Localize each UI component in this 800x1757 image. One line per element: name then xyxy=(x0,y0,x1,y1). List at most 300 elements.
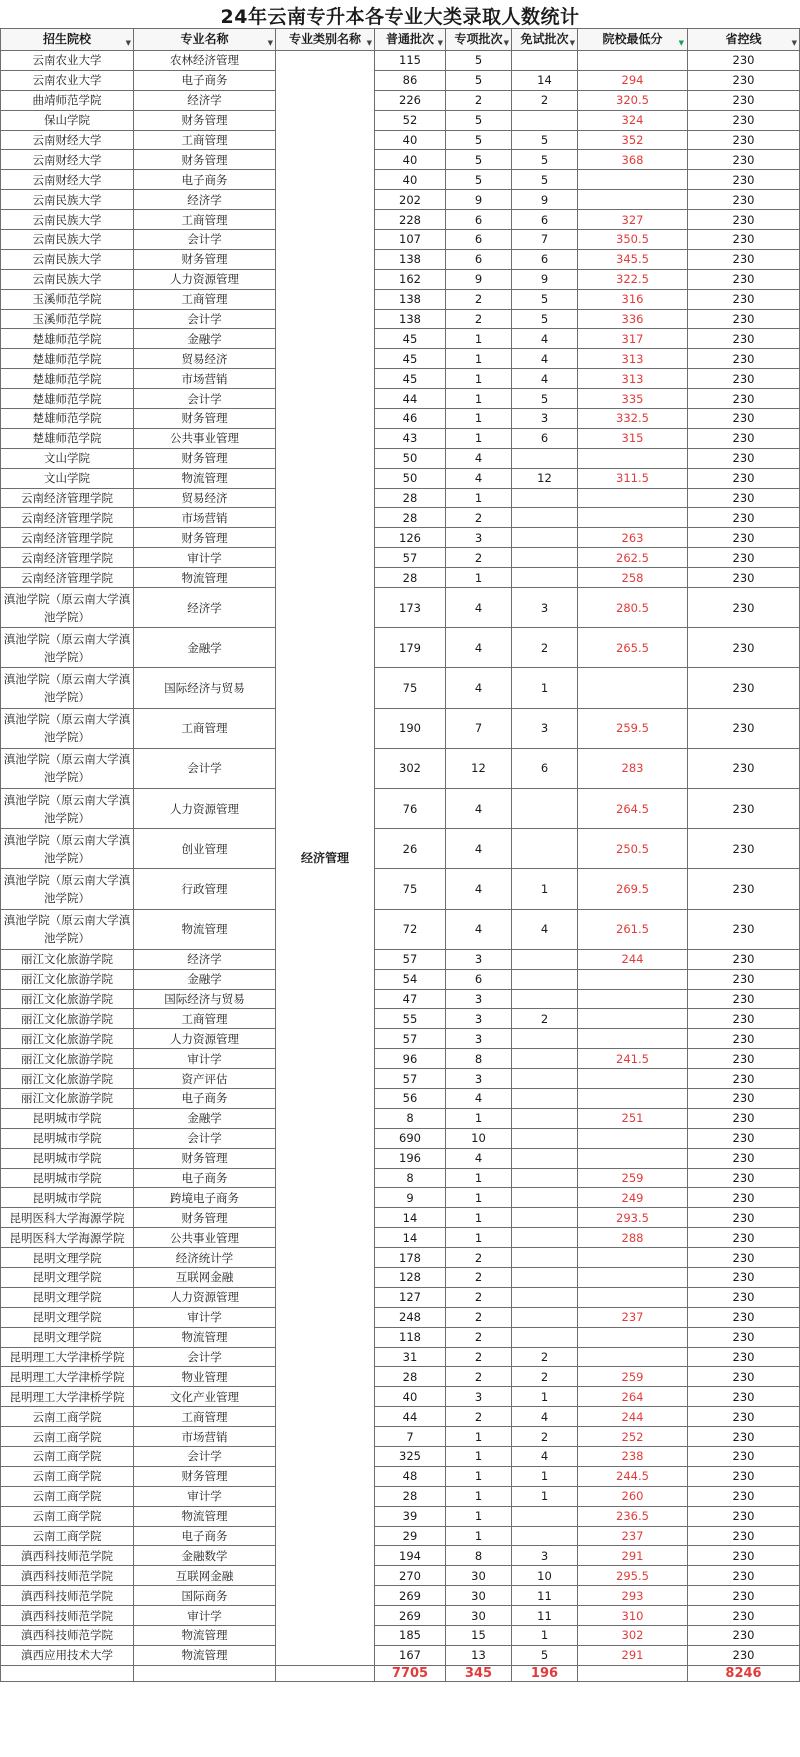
cell-min-score[interactable]: 294 xyxy=(578,70,688,90)
cell-control[interactable]: 230 xyxy=(688,909,800,949)
cell-exempt[interactable]: 1 xyxy=(512,1626,578,1646)
cell-school[interactable]: 昆明城市学院 xyxy=(1,1188,134,1208)
cell-school[interactable]: 昆明医科大学海源学院 xyxy=(1,1208,134,1228)
cell-min-score[interactable]: 352 xyxy=(578,130,688,150)
cell-regular[interactable]: 173 xyxy=(375,588,446,628)
sort-indicator-icon[interactable]: ▼ xyxy=(678,39,684,47)
cell-special[interactable]: 8 xyxy=(446,1546,512,1566)
cell-special[interactable]: 5 xyxy=(446,130,512,150)
cell-min-score[interactable]: 250.5 xyxy=(578,829,688,869)
cell-special[interactable]: 5 xyxy=(446,110,512,130)
cell-special[interactable]: 1 xyxy=(446,1486,512,1506)
cell-control[interactable]: 230 xyxy=(688,548,800,568)
cell-exempt[interactable] xyxy=(512,488,578,508)
cell-special[interactable]: 6 xyxy=(446,249,512,269)
cell-major[interactable]: 人力资源管理 xyxy=(134,269,276,289)
cell-major[interactable]: 审计学 xyxy=(134,1606,276,1626)
cell-exempt[interactable] xyxy=(512,969,578,989)
cell-school[interactable]: 云南经济管理学院 xyxy=(1,568,134,588)
cell-major[interactable]: 国际经济与贸易 xyxy=(134,668,276,708)
cell-control[interactable]: 230 xyxy=(688,949,800,969)
cell-special[interactable]: 2 xyxy=(446,1267,512,1287)
cell-major[interactable]: 跨境电子商务 xyxy=(134,1188,276,1208)
cell-exempt[interactable] xyxy=(512,1208,578,1228)
cell-school[interactable]: 滇西科技师范学院 xyxy=(1,1546,134,1566)
cell-regular[interactable]: 138 xyxy=(375,309,446,329)
cell-exempt[interactable]: 6 xyxy=(512,249,578,269)
cell-school[interactable]: 云南财经大学 xyxy=(1,170,134,190)
cell-major[interactable]: 电子商务 xyxy=(134,70,276,90)
cell-control[interactable]: 230 xyxy=(688,1486,800,1506)
cell-min-score[interactable] xyxy=(578,989,688,1009)
cell-regular[interactable]: 45 xyxy=(375,349,446,369)
cell-major[interactable]: 金融学 xyxy=(134,628,276,668)
cell-regular[interactable]: 194 xyxy=(375,1546,446,1566)
cell-control[interactable]: 230 xyxy=(688,829,800,869)
cell-regular[interactable]: 14 xyxy=(375,1208,446,1228)
cell-exempt[interactable]: 12 xyxy=(512,468,578,488)
cell-special[interactable]: 1 xyxy=(446,1228,512,1248)
cell-control[interactable]: 230 xyxy=(688,468,800,488)
cell-school[interactable]: 滇池学院（原云南大学滇池学院） xyxy=(1,748,134,788)
cell-special[interactable]: 4 xyxy=(446,909,512,949)
cell-school[interactable]: 楚雄师范学院 xyxy=(1,409,134,429)
cell-min-score[interactable] xyxy=(578,1287,688,1307)
cell-regular[interactable]: 57 xyxy=(375,949,446,969)
cell-control[interactable]: 230 xyxy=(688,668,800,708)
total-control[interactable]: 8246 xyxy=(688,1665,800,1681)
cell-regular[interactable]: 226 xyxy=(375,90,446,110)
cell-exempt[interactable]: 2 xyxy=(512,628,578,668)
cell-control[interactable]: 230 xyxy=(688,869,800,909)
cell-control[interactable]: 230 xyxy=(688,1009,800,1029)
cell-major[interactable]: 工商管理 xyxy=(134,210,276,230)
cell-special[interactable]: 1 xyxy=(446,349,512,369)
cell-regular[interactable]: 40 xyxy=(375,150,446,170)
cell-major[interactable]: 审计学 xyxy=(134,1049,276,1069)
cell-school[interactable]: 滇池学院（原云南大学滇池学院） xyxy=(1,869,134,909)
cell-regular[interactable]: 302 xyxy=(375,748,446,788)
cell-control[interactable]: 230 xyxy=(688,1367,800,1387)
cell-control[interactable]: 230 xyxy=(688,1049,800,1069)
cell-exempt[interactable]: 3 xyxy=(512,409,578,429)
cell-control[interactable]: 230 xyxy=(688,1447,800,1467)
cell-special[interactable]: 15 xyxy=(446,1626,512,1646)
cell-special[interactable]: 30 xyxy=(446,1606,512,1626)
cell-min-score[interactable]: 335 xyxy=(578,389,688,409)
cell-control[interactable]: 230 xyxy=(688,1307,800,1327)
cell-regular[interactable]: 29 xyxy=(375,1526,446,1546)
cell-special[interactable]: 4 xyxy=(446,829,512,869)
cell-exempt[interactable] xyxy=(512,51,578,71)
header-special[interactable]: 专项批次 ▼ xyxy=(446,29,512,51)
cell-control[interactable]: 230 xyxy=(688,309,800,329)
filter-dropdown-icon[interactable]: ▼ xyxy=(791,39,797,47)
cell-major[interactable]: 工商管理 xyxy=(134,289,276,309)
header-regular[interactable]: 普通批次 ▼ xyxy=(375,29,446,51)
total-special[interactable]: 345 xyxy=(446,1665,512,1681)
cell-min-score[interactable] xyxy=(578,1088,688,1108)
cell-major[interactable]: 市场营销 xyxy=(134,1427,276,1447)
header-category[interactable]: 专业类别名称 ▼ xyxy=(276,29,375,51)
cell-min-score[interactable]: 317 xyxy=(578,329,688,349)
cell-exempt[interactable] xyxy=(512,568,578,588)
cell-special[interactable]: 1 xyxy=(446,1506,512,1526)
cell-control[interactable]: 230 xyxy=(688,269,800,289)
cell-control[interactable]: 230 xyxy=(688,170,800,190)
cell-min-score[interactable]: 265.5 xyxy=(578,628,688,668)
cell-school[interactable]: 滇池学院（原云南大学滇池学院） xyxy=(1,829,134,869)
cell-min-score[interactable]: 302 xyxy=(578,1626,688,1646)
cell-control[interactable]: 230 xyxy=(688,1168,800,1188)
cell-school[interactable]: 云南民族大学 xyxy=(1,230,134,250)
cell-special[interactable]: 8 xyxy=(446,1049,512,1069)
cell-exempt[interactable]: 2 xyxy=(512,1009,578,1029)
cell-control[interactable]: 230 xyxy=(688,329,800,349)
cell-school[interactable]: 楚雄师范学院 xyxy=(1,389,134,409)
cell-control[interactable]: 230 xyxy=(688,1387,800,1407)
cell-min-score[interactable] xyxy=(578,1029,688,1049)
cell-regular[interactable]: 7 xyxy=(375,1427,446,1447)
cell-regular[interactable]: 75 xyxy=(375,668,446,708)
cell-major[interactable]: 财务管理 xyxy=(134,1148,276,1168)
cell-regular[interactable]: 86 xyxy=(375,70,446,90)
cell-school[interactable]: 滇池学院（原云南大学滇池学院） xyxy=(1,588,134,628)
cell-special[interactable]: 3 xyxy=(446,1009,512,1029)
cell-regular[interactable]: 26 xyxy=(375,829,446,869)
cell-min-score[interactable] xyxy=(578,51,688,71)
cell-min-score[interactable]: 336 xyxy=(578,309,688,329)
cell-control[interactable]: 230 xyxy=(688,210,800,230)
cell-exempt[interactable]: 4 xyxy=(512,909,578,949)
cell-regular[interactable]: 52 xyxy=(375,110,446,130)
cell-control[interactable]: 230 xyxy=(688,1029,800,1049)
cell-major[interactable]: 物流管理 xyxy=(134,1327,276,1347)
cell-exempt[interactable]: 1 xyxy=(512,869,578,909)
cell-exempt[interactable]: 2 xyxy=(512,1427,578,1447)
cell-special[interactable]: 1 xyxy=(446,1208,512,1228)
cell-min-score[interactable] xyxy=(578,448,688,468)
cell-min-score[interactable]: 291 xyxy=(578,1645,688,1665)
cell-school[interactable]: 云南工商学院 xyxy=(1,1427,134,1447)
header-exempt[interactable]: 免试批次 ▼ xyxy=(512,29,578,51)
cell-special[interactable]: 1 xyxy=(446,369,512,389)
cell-control[interactable]: 230 xyxy=(688,1327,800,1347)
cell-control[interactable]: 230 xyxy=(688,1228,800,1248)
cell-exempt[interactable]: 7 xyxy=(512,230,578,250)
cell-major[interactable]: 会计学 xyxy=(134,389,276,409)
header-school[interactable]: 招生院校 ▼ xyxy=(1,29,134,51)
cell-major[interactable]: 经济统计学 xyxy=(134,1248,276,1268)
cell-exempt[interactable] xyxy=(512,829,578,869)
cell-school[interactable]: 云南工商学院 xyxy=(1,1506,134,1526)
cell-min-score[interactable]: 324 xyxy=(578,110,688,130)
cell-major[interactable]: 审计学 xyxy=(134,1486,276,1506)
cell-major[interactable]: 物流管理 xyxy=(134,1626,276,1646)
filter-dropdown-icon[interactable]: ▼ xyxy=(437,39,443,47)
cell-min-score[interactable] xyxy=(578,170,688,190)
cell-school[interactable]: 滇池学院（原云南大学滇池学院） xyxy=(1,628,134,668)
cell-major[interactable]: 财务管理 xyxy=(134,150,276,170)
total-cell-empty[interactable] xyxy=(1,1665,134,1681)
cell-major[interactable]: 会计学 xyxy=(134,309,276,329)
cell-special[interactable]: 6 xyxy=(446,230,512,250)
cell-major[interactable]: 物业管理 xyxy=(134,1367,276,1387)
cell-exempt[interactable] xyxy=(512,1188,578,1208)
cell-school[interactable]: 昆明文理学院 xyxy=(1,1327,134,1347)
cell-regular[interactable]: 40 xyxy=(375,1387,446,1407)
cell-regular[interactable]: 162 xyxy=(375,269,446,289)
cell-min-score[interactable] xyxy=(578,1009,688,1029)
cell-control[interactable]: 230 xyxy=(688,788,800,828)
cell-school[interactable]: 昆明理工大学津桥学院 xyxy=(1,1347,134,1367)
cell-major[interactable]: 物流管理 xyxy=(134,468,276,488)
cell-control[interactable]: 230 xyxy=(688,969,800,989)
cell-special[interactable]: 2 xyxy=(446,1367,512,1387)
cell-school[interactable]: 昆明文理学院 xyxy=(1,1287,134,1307)
cell-exempt[interactable]: 4 xyxy=(512,1447,578,1467)
cell-min-score[interactable]: 291 xyxy=(578,1546,688,1566)
cell-school[interactable]: 云南经济管理学院 xyxy=(1,508,134,528)
filter-dropdown-icon[interactable]: ▼ xyxy=(569,39,575,47)
cell-school[interactable]: 云南工商学院 xyxy=(1,1526,134,1546)
cell-school[interactable]: 云南工商学院 xyxy=(1,1407,134,1427)
cell-control[interactable]: 230 xyxy=(688,1466,800,1486)
cell-regular[interactable]: 28 xyxy=(375,568,446,588)
cell-regular[interactable]: 28 xyxy=(375,1367,446,1387)
cell-major[interactable]: 财务管理 xyxy=(134,110,276,130)
cell-major[interactable]: 审计学 xyxy=(134,1307,276,1327)
cell-min-score[interactable]: 332.5 xyxy=(578,409,688,429)
cell-exempt[interactable]: 3 xyxy=(512,708,578,748)
cell-control[interactable]: 230 xyxy=(688,1626,800,1646)
cell-school[interactable]: 滇西科技师范学院 xyxy=(1,1566,134,1586)
cell-school[interactable]: 云南民族大学 xyxy=(1,269,134,289)
cell-min-score[interactable]: 293.5 xyxy=(578,1208,688,1228)
cell-regular[interactable]: 179 xyxy=(375,628,446,668)
cell-regular[interactable]: 14 xyxy=(375,1228,446,1248)
cell-special[interactable]: 1 xyxy=(446,1188,512,1208)
cell-special[interactable]: 1 xyxy=(446,1447,512,1467)
cell-control[interactable]: 230 xyxy=(688,190,800,210)
cell-regular[interactable]: 57 xyxy=(375,1069,446,1089)
header-control[interactable]: 省控线 ▼ xyxy=(688,29,800,51)
cell-special[interactable]: 1 xyxy=(446,1466,512,1486)
cell-min-score[interactable]: 327 xyxy=(578,210,688,230)
cell-special[interactable]: 1 xyxy=(446,568,512,588)
cell-exempt[interactable]: 3 xyxy=(512,588,578,628)
cell-min-score[interactable] xyxy=(578,488,688,508)
cell-major[interactable]: 会计学 xyxy=(134,1128,276,1148)
cell-regular[interactable]: 107 xyxy=(375,230,446,250)
cell-regular[interactable]: 50 xyxy=(375,448,446,468)
cell-special[interactable]: 2 xyxy=(446,1287,512,1307)
cell-special[interactable]: 2 xyxy=(446,1248,512,1268)
cell-regular[interactable]: 57 xyxy=(375,1029,446,1049)
cell-school[interactable]: 滇池学院（原云南大学滇池学院） xyxy=(1,788,134,828)
cell-regular[interactable]: 55 xyxy=(375,1009,446,1029)
cell-special[interactable]: 6 xyxy=(446,969,512,989)
cell-special[interactable]: 1 xyxy=(446,488,512,508)
cell-exempt[interactable] xyxy=(512,1148,578,1168)
cell-school[interactable]: 云南工商学院 xyxy=(1,1447,134,1467)
cell-major[interactable]: 会计学 xyxy=(134,230,276,250)
cell-control[interactable]: 230 xyxy=(688,349,800,369)
cell-regular[interactable]: 31 xyxy=(375,1347,446,1367)
cell-school[interactable]: 云南财经大学 xyxy=(1,150,134,170)
cell-min-score[interactable]: 311.5 xyxy=(578,468,688,488)
cell-special[interactable]: 4 xyxy=(446,628,512,668)
cell-control[interactable]: 230 xyxy=(688,409,800,429)
cell-school[interactable]: 云南民族大学 xyxy=(1,249,134,269)
cell-school[interactable]: 楚雄师范学院 xyxy=(1,369,134,389)
cell-control[interactable]: 230 xyxy=(688,1566,800,1586)
cell-school[interactable]: 滇西应用技术大学 xyxy=(1,1645,134,1665)
cell-school[interactable]: 滇西科技师范学院 xyxy=(1,1606,134,1626)
cell-school[interactable]: 楚雄师范学院 xyxy=(1,329,134,349)
cell-min-score[interactable]: 316 xyxy=(578,289,688,309)
cell-exempt[interactable] xyxy=(512,1327,578,1347)
cell-control[interactable]: 230 xyxy=(688,150,800,170)
cell-special[interactable]: 2 xyxy=(446,1327,512,1347)
cell-min-score[interactable] xyxy=(578,1069,688,1089)
cell-special[interactable]: 1 xyxy=(446,1108,512,1128)
cell-major[interactable]: 国际商务 xyxy=(134,1586,276,1606)
cell-min-score[interactable]: 269.5 xyxy=(578,869,688,909)
cell-control[interactable]: 230 xyxy=(688,1506,800,1526)
cell-exempt[interactable]: 5 xyxy=(512,130,578,150)
cell-regular[interactable]: 28 xyxy=(375,1486,446,1506)
cell-regular[interactable]: 128 xyxy=(375,1267,446,1287)
cell-control[interactable]: 230 xyxy=(688,289,800,309)
cell-special[interactable]: 13 xyxy=(446,1645,512,1665)
cell-min-score[interactable]: 313 xyxy=(578,349,688,369)
total-exempt[interactable]: 196 xyxy=(512,1665,578,1681)
cell-exempt[interactable] xyxy=(512,949,578,969)
cell-exempt[interactable] xyxy=(512,1049,578,1069)
cell-school[interactable]: 丽江文化旅游学院 xyxy=(1,989,134,1009)
cell-major[interactable]: 物流管理 xyxy=(134,568,276,588)
cell-major[interactable]: 会计学 xyxy=(134,1447,276,1467)
cell-special[interactable]: 1 xyxy=(446,1526,512,1546)
cell-school[interactable]: 玉溪师范学院 xyxy=(1,309,134,329)
cell-exempt[interactable] xyxy=(512,1506,578,1526)
cell-regular[interactable]: 228 xyxy=(375,210,446,230)
cell-regular[interactable]: 167 xyxy=(375,1645,446,1665)
cell-major[interactable]: 金融数学 xyxy=(134,1546,276,1566)
cell-exempt[interactable]: 2 xyxy=(512,1347,578,1367)
cell-control[interactable]: 230 xyxy=(688,748,800,788)
cell-min-score[interactable]: 259 xyxy=(578,1168,688,1188)
cell-major[interactable]: 会计学 xyxy=(134,748,276,788)
cell-regular[interactable]: 248 xyxy=(375,1307,446,1327)
cell-major[interactable]: 农林经济管理 xyxy=(134,51,276,71)
cell-min-score[interactable]: 368 xyxy=(578,150,688,170)
cell-control[interactable]: 230 xyxy=(688,1208,800,1228)
cell-min-score[interactable]: 244.5 xyxy=(578,1466,688,1486)
total-cell-empty[interactable] xyxy=(578,1665,688,1681)
cell-min-score[interactable]: 283 xyxy=(578,748,688,788)
cell-special[interactable]: 3 xyxy=(446,1069,512,1089)
cell-major[interactable]: 物流管理 xyxy=(134,909,276,949)
cell-min-score[interactable]: 252 xyxy=(578,1427,688,1447)
cell-exempt[interactable]: 10 xyxy=(512,1566,578,1586)
cell-exempt[interactable] xyxy=(512,1128,578,1148)
cell-special[interactable]: 4 xyxy=(446,668,512,708)
cell-exempt[interactable]: 4 xyxy=(512,329,578,349)
cell-school[interactable]: 云南农业大学 xyxy=(1,70,134,90)
cell-exempt[interactable] xyxy=(512,1526,578,1546)
cell-min-score[interactable]: 241.5 xyxy=(578,1049,688,1069)
cell-control[interactable]: 230 xyxy=(688,51,800,71)
cell-exempt[interactable] xyxy=(512,448,578,468)
cell-control[interactable]: 230 xyxy=(688,588,800,628)
cell-min-score[interactable]: 280.5 xyxy=(578,588,688,628)
cell-exempt[interactable] xyxy=(512,788,578,828)
cell-special[interactable]: 10 xyxy=(446,1128,512,1148)
cell-control[interactable]: 230 xyxy=(688,1148,800,1168)
cell-school[interactable]: 云南经济管理学院 xyxy=(1,488,134,508)
cell-control[interactable]: 230 xyxy=(688,1347,800,1367)
cell-special[interactable]: 2 xyxy=(446,1347,512,1367)
cell-exempt[interactable]: 2 xyxy=(512,1367,578,1387)
cell-major[interactable]: 互联网金融 xyxy=(134,1267,276,1287)
cell-exempt[interactable]: 6 xyxy=(512,210,578,230)
cell-exempt[interactable]: 5 xyxy=(512,389,578,409)
cell-min-score[interactable]: 260 xyxy=(578,1486,688,1506)
cell-special[interactable]: 30 xyxy=(446,1586,512,1606)
cell-exempt[interactable]: 11 xyxy=(512,1606,578,1626)
cell-special[interactable]: 9 xyxy=(446,269,512,289)
cell-exempt[interactable] xyxy=(512,110,578,130)
cell-control[interactable]: 230 xyxy=(688,1267,800,1287)
cell-major[interactable]: 财务管理 xyxy=(134,409,276,429)
total-cell-empty[interactable] xyxy=(134,1665,276,1681)
cell-control[interactable]: 230 xyxy=(688,1526,800,1546)
cell-regular[interactable]: 118 xyxy=(375,1327,446,1347)
cell-school[interactable]: 云南农业大学 xyxy=(1,51,134,71)
cell-school[interactable]: 云南民族大学 xyxy=(1,190,134,210)
cell-school[interactable]: 云南经济管理学院 xyxy=(1,548,134,568)
cell-major[interactable]: 工商管理 xyxy=(134,1009,276,1029)
cell-regular[interactable]: 72 xyxy=(375,909,446,949)
cell-min-score[interactable]: 236.5 xyxy=(578,1506,688,1526)
cell-special[interactable]: 4 xyxy=(446,788,512,828)
cell-control[interactable]: 230 xyxy=(688,70,800,90)
cell-regular[interactable]: 44 xyxy=(375,1407,446,1427)
cell-min-score[interactable] xyxy=(578,668,688,708)
cell-control[interactable]: 230 xyxy=(688,130,800,150)
cell-major[interactable]: 工商管理 xyxy=(134,1407,276,1427)
cell-regular[interactable]: 178 xyxy=(375,1248,446,1268)
cell-control[interactable]: 230 xyxy=(688,1128,800,1148)
cell-major[interactable]: 财务管理 xyxy=(134,249,276,269)
cell-exempt[interactable]: 3 xyxy=(512,1546,578,1566)
cell-control[interactable]: 230 xyxy=(688,628,800,668)
cell-special[interactable]: 2 xyxy=(446,289,512,309)
cell-min-score[interactable]: 313 xyxy=(578,369,688,389)
cell-special[interactable]: 12 xyxy=(446,748,512,788)
cell-school[interactable]: 昆明城市学院 xyxy=(1,1108,134,1128)
cell-school[interactable]: 丽江文化旅游学院 xyxy=(1,1069,134,1089)
cell-special[interactable]: 6 xyxy=(446,210,512,230)
cell-major[interactable]: 物流管理 xyxy=(134,1506,276,1526)
cell-exempt[interactable] xyxy=(512,1228,578,1248)
cell-special[interactable]: 2 xyxy=(446,1407,512,1427)
cell-min-score[interactable]: 258 xyxy=(578,568,688,588)
cell-min-score[interactable]: 320.5 xyxy=(578,90,688,110)
cell-special[interactable]: 4 xyxy=(446,1148,512,1168)
